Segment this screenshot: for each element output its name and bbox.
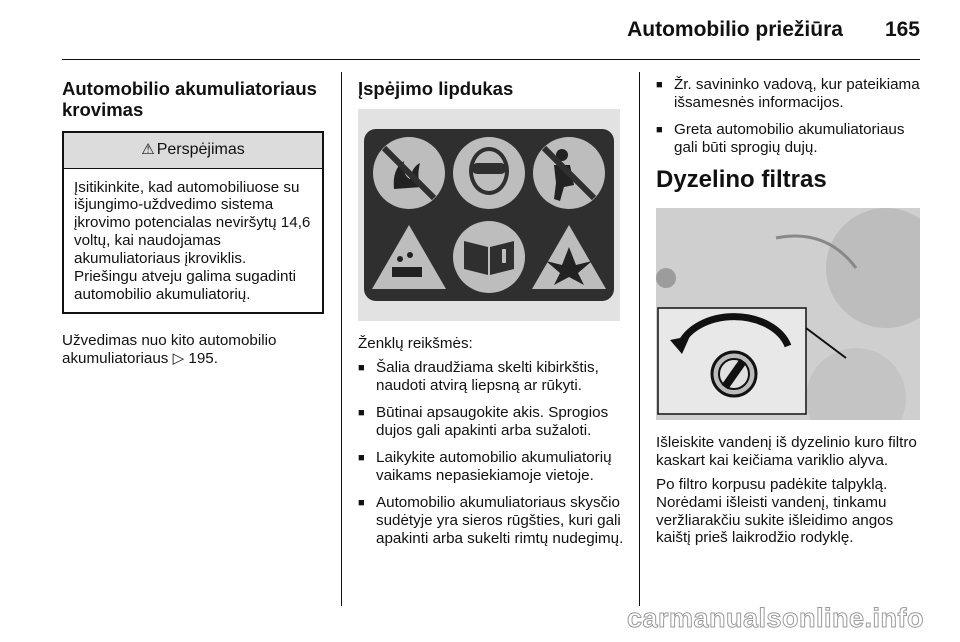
- explosion-warning-icon: [532, 225, 606, 289]
- header-rule: [62, 59, 920, 60]
- warning-box: [62, 131, 324, 315]
- page-reference-arrow-icon: ▷: [172, 350, 185, 368]
- column-divider-2: [639, 72, 640, 606]
- list-item: ■ Žr. savininko vadovą, kur pateikiama išsamesnės informacijos.: [656, 76, 922, 112]
- list-item: ■ Greta automobilio akumuliatoriaus gali būti sprogių dujų.: [656, 121, 922, 157]
- warning-label-heading: Įspėjimo lipdukas: [358, 78, 514, 99]
- jump-start-reference: [62, 332, 324, 368]
- eye-protection-icon: [453, 137, 525, 209]
- list-item: ■ Laikykite automobilio akumuliatorių vaikams nepasiekiamoje vietoje.: [358, 449, 624, 485]
- column-1: [62, 72, 324, 374]
- column-3: [656, 72, 922, 553]
- read-manual-icon: [453, 221, 525, 293]
- warning-title: Perspėjimas: [156, 140, 245, 158]
- jump-start-page-link[interactable]: 195.: [188, 350, 218, 368]
- battery-charging-heading: Automobilio akumuliatoriaus krovimas: [62, 78, 317, 121]
- column-divider-1: [341, 72, 342, 606]
- diesel-filter-heading: Dyzelino filtras: [656, 165, 827, 193]
- list-item: ■ Automobilio akumuliatoriaus skysčio sudėtyje yra sieros rūgšties, kuri gali apakinti arba sukelti rimtų nudegimų.: [358, 494, 624, 548]
- symbols-intro: Ženklų reikšmės:: [358, 335, 473, 353]
- symbols-list: [358, 359, 624, 547]
- warning-label-image: [358, 109, 620, 321]
- page-header: [627, 18, 920, 42]
- acid-warning-icon: [372, 225, 446, 289]
- keep-away-children-icon: [533, 137, 605, 209]
- column-2: [358, 72, 624, 557]
- list-item: ■ Šalia draudžiama skelti kibirkštis, naudoti atvirą liepsną ar rūkyti.: [358, 359, 624, 395]
- diesel-filter-paragraph-2: Po filtro korpusu padėkite talpyklą. Norėdami išleisti vandenį, tinkamu veržliarakčiu sukite išleidimo angos kaištį prieš laikrodžio rodyklę.: [656, 475, 894, 547]
- jump-start-text: Užvedimas nuo kito automobilio akumuliatoriaus: [62, 332, 277, 368]
- warning-label-plate: [364, 129, 614, 301]
- warning-header: [64, 133, 322, 169]
- watermark: carmanualsonline.info: [626, 603, 924, 633]
- list-item: ■ Būtinai apsaugokite akis. Sprogios dujos gali apakinti arba sužaloti.: [358, 404, 624, 440]
- warning-text: Įsitikinkite, kad automobiliuose su išjungimo-uždvedimo sistema įkrovimo potencialas neviršytų 14,6 voltų, kai naudojamas akumuliatoriaus įkroviklis. Priešingu atveju galima sugadinti automobilio akumuliatorių.: [74, 178, 311, 304]
- symbols-list-continued: [656, 76, 922, 157]
- warning-triangle-icon: ⚠: [141, 140, 155, 158]
- diesel-filter-paragraph-1: Išleiskite vandenį iš dyzelinio kuro filtro kaskart kai keičiama variklio alyva.: [656, 433, 917, 469]
- diesel-filter-image: [656, 208, 920, 420]
- no-fire-icon: [373, 137, 445, 209]
- page-number: 165: [884, 18, 920, 41]
- header-title: Automobilio priežiūra: [627, 18, 843, 41]
